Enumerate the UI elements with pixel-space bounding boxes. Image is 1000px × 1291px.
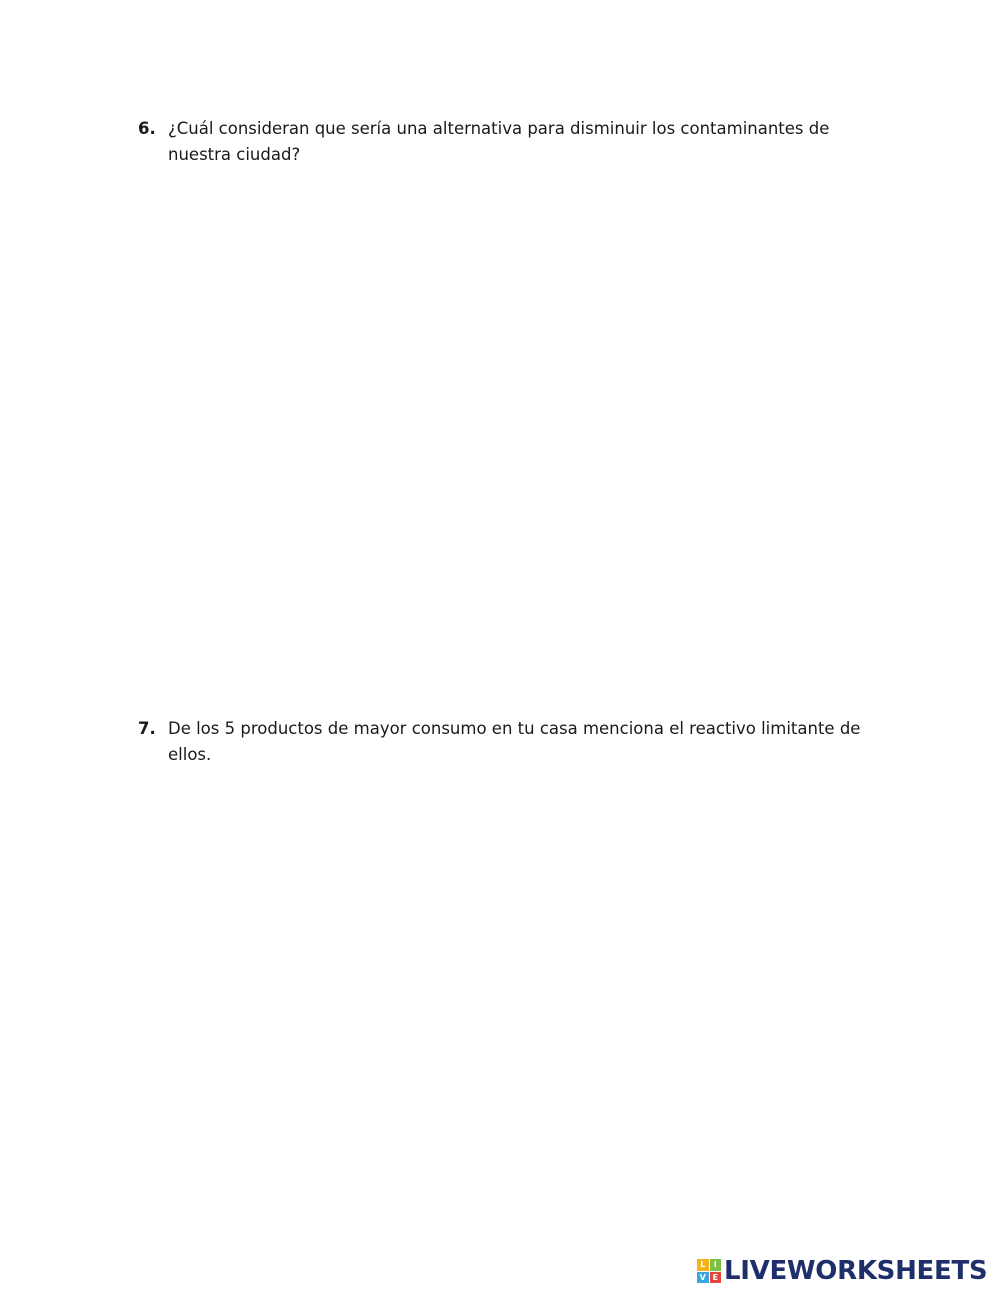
logo-block-i: I [710,1259,722,1271]
answer-area-6[interactable] [138,175,878,685]
question-text: De los 5 productos de mayor consumo en tu casa menciona el reactivo limitante de ellos. [168,719,861,764]
answer-area-7[interactable] [138,775,878,1215]
question-number: 6. [138,119,156,138]
logo-text: LIVEWORKSHEETS [724,1256,988,1286]
liveworksheets-logo [697,1256,987,1286]
logo-icon [697,1259,721,1283]
question-6 [138,116,878,168]
question-number: 7. [138,719,156,738]
logo-block-l: L [697,1259,709,1271]
logo-block-e: E [710,1272,722,1284]
question-text: ¿Cuál consideran que sería una alternativa para disminuir los contaminantes de nuestra ciudad? [168,119,830,164]
logo-block-v: V [697,1272,709,1284]
question-7 [138,716,878,768]
